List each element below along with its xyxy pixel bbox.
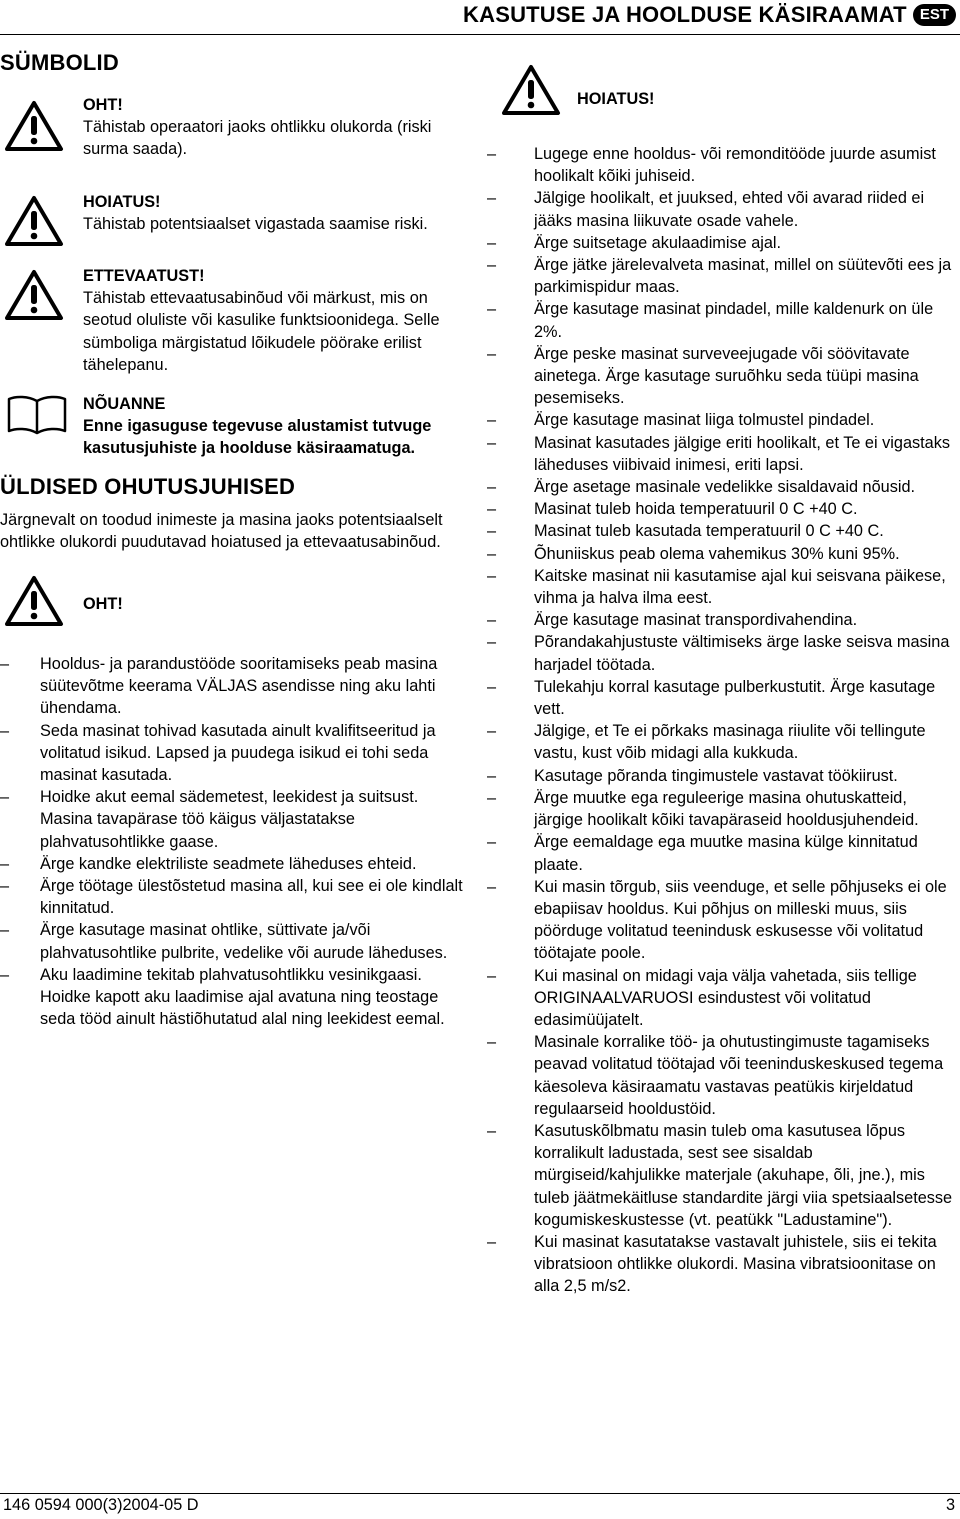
symbol-danger-text: Tähistab operaatori jaoks ohtlikku olukorda (riski surma saada). <box>83 118 432 159</box>
warning-triangle-icon <box>4 195 64 252</box>
list-item: – Ärge eemaldage ega muutke masina külge kinnitatud plaate. <box>487 831 957 875</box>
list-item: – Ärge kasutage masinat liiga tolmustel pindadel. <box>487 409 957 431</box>
symbol-warning-heading: HOIATUS! <box>83 192 161 211</box>
list-item: – Lugege enne hooldus- või remonditööde juurde asumist hoolikalt kõiki juhiseid. <box>487 143 957 187</box>
list-item: – Ärge asetage masinale vedelikke sisaldavaid nõusid. <box>487 476 957 498</box>
symbol-tip <box>0 393 470 460</box>
left-column <box>0 50 470 1031</box>
general-intro: Järgnevalt on toodud inimeste ja masina jaoks potentsiaalselt ohtlikke olukordi puudutavad hoiatused ja ettevaatusabinõud. <box>0 510 443 551</box>
warning-triangle-icon <box>501 64 561 121</box>
list-item: – Ärge jätke järelevalveta masinat, millel on süütevõti ees ja parkimispidur maas. <box>487 254 957 298</box>
warning-list <box>487 143 957 1298</box>
list-item: – Ärge kasutage masinat pindadel, mille kaldenurk on üle 2%. <box>487 298 957 342</box>
header-divider <box>0 34 960 35</box>
symbols-title: SÜMBOLID <box>0 50 119 75</box>
warning-triangle-icon <box>4 269 64 326</box>
page-number: 3 <box>945 1496 955 1514</box>
symbol-danger <box>0 94 470 161</box>
page-header <box>463 0 960 30</box>
symbol-warning <box>0 191 470 235</box>
list-item: – Põrandakahjustuste vältimiseks ärge laske seisva masina harjadel töötada. <box>487 631 957 675</box>
danger-label: OHT! <box>83 595 123 614</box>
list-item: – Masinat tuleb kasutada temperatuuril 0 C +40 C. <box>487 520 957 542</box>
language-badge: EST <box>913 4 956 26</box>
symbol-warning-text: Tähistab potentsiaalset vigastada saamise riski. <box>83 214 428 233</box>
list-item: – Ärge töötage ülestõstetud masina all, kui see ei ole kindlalt kinnitatud. <box>0 875 470 919</box>
symbol-danger-heading: OHT! <box>83 96 123 114</box>
list-item: – Aku laadimine tekitab plahvatusohtlikku vesinikgaasi. Hoidke kapott aku laadimise ajal avatuna ning teostage seda tööd ainult hästiõhutatud alal ning leekidest eemal. <box>0 964 470 1031</box>
list-item: – Jälgige, et Te ei põrkaks masinaga riiulite või tellingute vastu, kust võib midagi alla kukkuda. <box>487 720 957 764</box>
warning-block-header <box>487 58 957 134</box>
list-item: – Ärge kandke elektriliste seadmete läheduses ehteid. <box>0 853 470 875</box>
warning-triangle-icon <box>4 100 64 157</box>
list-item: – Kui masin tõrgub, siis veenduge, et selle põhjuseks ei ole ebapiisav hooldus. Kui põhjus on milleski muus, siis pöörduge volitatud teenindusk eskusesse või volitatud töötajate poole. <box>487 876 957 965</box>
symbol-caution-heading: ETTEVAATUST! <box>83 267 205 286</box>
warning-label: HOIATUS! <box>577 90 655 108</box>
list-item: – Kui masinat kasutatakse vastavalt juhistele, siis ei tekita vibratsioon ohtlikke olukordi. Masina vibratsioonitase on alla 2,5 m/s2. <box>487 1231 957 1298</box>
list-item: – Tulekahju korral kasutage pulberkustutit. Ärge kasutage vett. <box>487 676 957 720</box>
list-item: – Õhuniiskus peab olema vahemikus 30% kuni 95%. <box>487 543 957 565</box>
manual-title: KASUTUSE JA HOOLDUSE KÄSIRAAMAT <box>463 2 907 27</box>
general-safety-title: ÜLDISED OHUTUSJUHISED <box>0 473 296 499</box>
list-item: – Ärge peske masinat surveveejugade või söövitavate ainetega. Ärge kasutage suruõhku seda tüüpi masina pesemiseks. <box>487 343 957 410</box>
right-column <box>487 58 957 1298</box>
danger-list <box>0 653 470 1030</box>
open-book-icon <box>6 395 68 440</box>
list-item: – Hoidke akut eemal sädemetest, leekidest ja suitsust. Masina tavapärase töö käigus väljastatakse plahvatusohtlikke gaase. <box>0 786 470 853</box>
symbol-caution <box>0 265 470 376</box>
list-item: – Kasutage põranda tingimustele vastavat töökiirust. <box>487 765 957 787</box>
warning-triangle-icon <box>4 575 64 632</box>
list-item: – Ärge kasutage masinat transpordivahendina. <box>487 609 957 631</box>
symbol-tip-text: Enne igasuguse tegevuse alustamist tutvuge kasutusjuhiste ja hoolduse käsiraamatuga. <box>83 417 432 458</box>
list-item: – Hooldus- ja parandustööde sooritamiseks peab masina süütevõtme keerama VÄLJAS asendisse ning aku lahti ühendama. <box>0 653 470 720</box>
list-item: – Ärge suitsetage akulaadimise ajal. <box>487 232 957 254</box>
list-item: – Seda masinat tohivad kasutada ainult kvalifitseeritud ja volitatud isikud. Lapsed ja puudega isikud ei tohi seda masinat kasutada. <box>0 720 470 787</box>
list-item: – Jälgige hoolikalt, et juuksed, ehted või avarad riided ei jääks masina liikuvate osade vahele. <box>487 187 957 231</box>
list-item: – Masinat tuleb hoida temperatuuril 0 C +40 C. <box>487 498 957 520</box>
list-item: – Masinat kasutades jälgige eriti hoolikalt, et Te ei vigastaks läheduses viibivaid inimesi, eriti lapsi. <box>487 432 957 476</box>
list-item: – Masinale korralike töö- ja ohutustingimuste tagamiseks peavad volitatud töötajad või teeninduskeskused tegema käesoleva käsiraamatu vastavas peatükis kirjeldatud regulaarseid hooldustöid. <box>487 1031 957 1120</box>
list-item: – Ärge muutke ega reguleerige masina ohutuskatteid, järgige hoolikalt kõiki tavapäraseid hooldusjuhendeid. <box>487 787 957 831</box>
symbol-tip-heading: NÕUANNE <box>83 395 166 414</box>
symbol-caution-text: Tähistab ettevaatusabinõud või märkust, mis on seotud oluliste või kasulike funktsioonidega. Selle sümboliga märgistatud lõikudele pöörake erilist tähelepanu. <box>83 289 440 374</box>
list-item: – Kaitske masinat nii kasutamise ajal kui seisvana päikese, vihma ja halva ilma eest. <box>487 565 957 609</box>
list-item: – Ärge kasutage masinat ohtlike, süttivate ja/või plahvatusohtlike pulbrite, vedelike või aurude läheduses. <box>0 919 470 963</box>
document-code: 146 0594 000(3)2004-05 D <box>3 1496 199 1514</box>
danger-block-header <box>0 575 470 633</box>
list-item: – Kui masinal on midagi vaja välja vahetada, siis tellige ORIGINAALVARUOSI esindustest või volitatud edasimüüjatelt. <box>487 965 957 1032</box>
footer-divider <box>0 1493 960 1494</box>
list-item: – Kasutuskõlbmatu masin tuleb oma kasutusea lõpus korralikult ladustada, sest see sisaldab mürgiseid/kahjulikke materjale (akuhape, õli, jne.), mis tuleb jäätmekäitluse standardite järgi viia spetsiaalsetesse kogumiskeskustesse (vt. peatükk "Ladustamine"). <box>487 1120 957 1231</box>
